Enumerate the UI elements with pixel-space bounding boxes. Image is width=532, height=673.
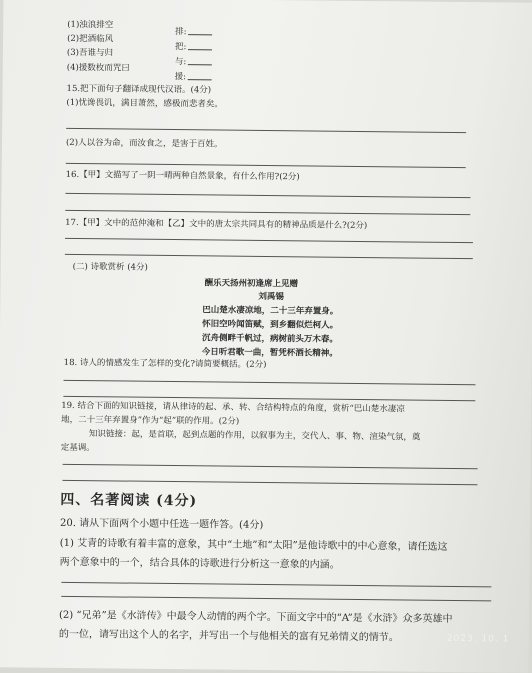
answer-line bbox=[64, 380, 476, 385]
answer-line bbox=[65, 254, 473, 259]
q19-knowledge-link-2: 定基调。 bbox=[60, 442, 95, 454]
poem-title: 酬乐天扬州初逢席上见赠 bbox=[204, 278, 299, 290]
poem-line-1: 巴山楚水凄凉地，二十三年弃置身。 bbox=[202, 305, 339, 317]
answer-line bbox=[62, 480, 477, 485]
q20-text: 20. 请从下面两个小题中任选一题作答。(4分) bbox=[59, 517, 264, 531]
q20-option-1-line-1: (1) 艾青的诗歌有着丰富的意象，其中“土地”和“太阳”是他诗歌中的中心意象，请任选这 bbox=[59, 537, 448, 553]
vocab-gloss-2: 把: bbox=[175, 42, 212, 53]
answer-line bbox=[61, 596, 491, 602]
vocab-gloss-4: 援: bbox=[175, 72, 212, 83]
vocab-item-3: (3)吾谁与归 bbox=[66, 47, 114, 59]
answer-line bbox=[66, 128, 466, 133]
answer-line bbox=[66, 163, 466, 168]
answer-line bbox=[61, 582, 491, 588]
vocab-gloss-3: 与: bbox=[175, 57, 212, 68]
q18-text: 18. 诗人的情感发生了怎样的变化?请简要概括。(2分) bbox=[63, 357, 267, 371]
q19-line-1: 19. 结合下面的知识链接，请从律诗的起、承、转、合结构特点的角度，赏析“巴山楚水凄凉 bbox=[61, 400, 405, 415]
vocab-item-1: (1)浊浪排空 bbox=[67, 19, 114, 31]
q19-knowledge-link-1: 知识链接：起，是首联，起到点题的作用，以叙事为主，交代人、事、物、渲染气氛，奠 bbox=[88, 429, 421, 443]
answer-line bbox=[65, 238, 473, 243]
q20-option-2-line-1: (2) “兄弟”是《水浒传》中最令人动情的两个字。下面文字中的“A”是《水浒》众多英雄中 bbox=[58, 609, 453, 625]
q20-option-2-line-2: 的一位，请写出这个人的名字，并写出一个与他相关的富有兄弟情义的情节。 bbox=[58, 628, 399, 644]
poetry-section-title: (二) 诗歌赏析 (4分) bbox=[72, 261, 148, 273]
poem-author: 刘禹锡 bbox=[258, 291, 284, 303]
q17-text: 17.【甲】文中的范仲淹和【乙】文中的唐太宗共同具有的精神品质是什么?(2分) bbox=[65, 217, 368, 232]
answer-line bbox=[63, 464, 478, 469]
q15-sentence-1: (1)忧谗畏讥，满目萧然，感极而悲者矣。 bbox=[66, 97, 224, 110]
vocab-item-4: (4)援数枚而咒曰 bbox=[66, 62, 130, 74]
answer-line bbox=[65, 193, 470, 198]
answer-line bbox=[63, 396, 475, 401]
poem-line-4: 今日听君歌一曲，暂凭杯酒长精神。 bbox=[201, 347, 338, 359]
vocab-gloss-1: 排: bbox=[175, 27, 212, 38]
q15-title: 15.把下面句子翻译成现代汉语。(4分) bbox=[66, 83, 212, 96]
poem-line-2: 怀旧空吟闻笛赋，到乡翻似烂柯人。 bbox=[202, 319, 339, 331]
poem-line-3: 沉舟侧畔千帆过，病树前头万木春。 bbox=[201, 333, 339, 345]
vocab-item-2: (2)把酒临风 bbox=[67, 33, 114, 45]
q15-sentence-2: (2)人以谷为命，而汝食之，是害于百姓。 bbox=[65, 137, 223, 150]
photo-timestamp: 2023. 10. 1 bbox=[446, 633, 510, 645]
q19-line-2: 地，二十三年弃置身”作为“起”联的作用。(2分) bbox=[61, 414, 240, 427]
section-heading-4: 四、名著阅读 (4分) bbox=[60, 491, 198, 510]
q16-text: 16.【甲】文描写了一阴一晴两种自然景象，有什么作用?(2分) bbox=[65, 169, 300, 183]
q20-option-1-line-2: 两个意象中的一个，结合具体的诗歌进行分析这一意象的内涵。 bbox=[59, 556, 340, 571]
answer-line bbox=[65, 210, 470, 215]
